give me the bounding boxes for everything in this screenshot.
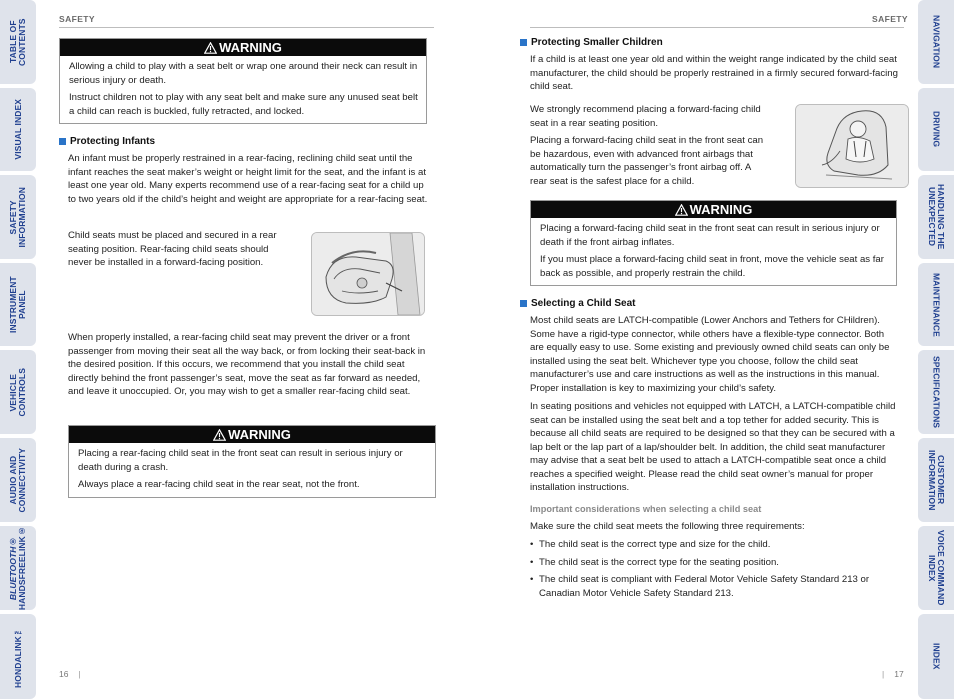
smaller-paragraph-2: We strongly recommend placing a forward-facing child seat in a rear seating position. — [530, 104, 761, 129]
tab-label: INDEX — [931, 643, 942, 670]
warning-triangle-icon — [213, 429, 226, 441]
tab-customer-information[interactable] — [918, 438, 954, 522]
rear-facing-seat-icon — [312, 233, 424, 315]
left-section-tabs — [0, 0, 36, 699]
section-square-icon — [520, 300, 527, 307]
tab-index[interactable] — [918, 614, 954, 699]
tab-label: AUDIO AND CONNECTIVITY — [8, 447, 27, 513]
tab-bluetooth-handsfreelink[interactable] — [0, 526, 36, 610]
warning-bar — [60, 39, 426, 56]
tab-instrument-panel[interactable] — [0, 263, 36, 346]
tab-label: HANDLING THE UNEXPECTED — [927, 184, 946, 250]
tab-label: INSTRUMENT PANEL — [8, 276, 27, 333]
warning-triangle-icon — [204, 42, 217, 54]
warning-bar — [531, 201, 896, 218]
warning-text: Allowing a child to play with a seat belt or wrap one around their neck can result in serious injury or death. — [69, 61, 418, 86]
tab-label-rest: HANDSFREELINK® — [17, 525, 27, 611]
infants-paragraph-1: An infant must be properly restrained in a rear-facing, reclining child seat until the infant reaches the seat maker’s weight or height limit for the seat, and the infant is at least one year old. Many experts recommend use of a rear-facing seat for a child up to two years old if the child’s height and weight are appropriate for a rear-facing seat. — [68, 153, 428, 205]
important-considerations-subheading: Important considerations when selecting a child seat — [530, 504, 762, 514]
list-item: • The child seat is compliant with Federal Motor Vehicle Safety Standard 213 or Canadian Motor Vehicle Safety Standard 213. — [530, 573, 892, 600]
smaller-paragraph-1: If a child is at least one year old and within the weight range indicated by the child seat manufacturer, the child should be properly restrained in a firmly secured forward-facing child seat. — [530, 54, 898, 92]
tab-label: DRIVING — [931, 111, 942, 148]
requirements-list — [530, 538, 892, 604]
tab-vehicle-controls[interactable] — [0, 350, 36, 434]
page-number-divider: | — [78, 669, 81, 679]
right-page-number — [882, 669, 904, 679]
tab-label: VISUAL INDEX — [12, 99, 23, 160]
tab-visual-index[interactable] — [0, 88, 36, 171]
tab-voice-command-index[interactable] — [918, 526, 954, 610]
tab-label: TABLE OF CONTENTS — [8, 18, 27, 66]
tab-label-italic: BLUETOOTH® — [8, 536, 19, 600]
forward-facing-child-seat-illustration — [795, 104, 909, 188]
smaller-paragraph-3: Placing a forward-facing child seat in the front seat can be hazardous, even with advanced front airbags that automatically turn the passenger’s front airbag off. A rear seat is the safest place for a child. — [530, 135, 764, 187]
tab-label: SAFETY INFORMATION — [8, 186, 27, 248]
tab-label: VEHICLE CONTROLS — [8, 367, 27, 417]
section-heading-text: Selecting a Child Seat — [531, 298, 636, 309]
tab-safety-information[interactable] — [0, 175, 36, 259]
warning-box-forward-facing-front-seat — [530, 200, 897, 286]
tab-label — [9, 526, 27, 610]
rear-facing-child-seat-illustration — [311, 232, 425, 316]
warning-text: Placing a forward-facing child seat in the front seat can result in serious injury or death if the front airbag inflates. — [540, 223, 880, 248]
warning-bar — [69, 426, 435, 443]
warning-text: Instruct children not to play with any seat belt and make sure any unused seat belt a child can reach is buckled, fully retracted, and locked. — [69, 92, 418, 117]
tab-label: HONDALINK™ — [12, 625, 23, 688]
tab-driving[interactable] — [918, 88, 954, 171]
left-page-header: SAFETY — [59, 14, 95, 24]
tab-label: MAINTENANCE — [931, 272, 942, 337]
page-number-divider: | — [882, 669, 885, 679]
warning-title: WARNING — [689, 202, 753, 217]
list-item: • The child seat is the correct type and size for the child. — [530, 538, 892, 552]
tab-audio-and-connectivity[interactable] — [0, 438, 36, 522]
page-number-text: 17 — [894, 669, 904, 679]
right-section-tabs — [918, 0, 954, 699]
section-square-icon — [59, 138, 66, 145]
tab-specifications[interactable] — [918, 350, 954, 434]
tab-label: NAVIGATION — [931, 15, 942, 69]
forward-facing-seat-icon — [796, 105, 908, 187]
warning-triangle-icon — [675, 204, 688, 216]
list-item: • The child seat is the correct type for the seating position. — [530, 556, 892, 570]
section-heading-text: Protecting Smaller Children — [531, 37, 663, 48]
tab-label: VOICE COMMAND INDEX — [927, 530, 946, 606]
warning-text: If you must place a forward-facing child seat in front, move the vehicle seat as far back as possible, and properly restrain the child. — [540, 254, 884, 279]
section-heading-protecting-smaller-children — [520, 37, 663, 48]
left-page-number — [59, 669, 81, 679]
tab-label: SPECIFICATIONS — [931, 355, 942, 429]
warning-box-seat-belt — [59, 38, 427, 124]
warning-title: WARNING — [219, 40, 282, 55]
warning-text: Placing a rear-facing child seat in the front seat can result in serious injury or death during a crash. — [78, 448, 403, 473]
warning-text: Always place a rear-facing child seat in the rear seat, not the front. — [78, 479, 360, 490]
page-number-text: 16 — [59, 669, 69, 679]
section-square-icon — [520, 39, 527, 46]
tab-maintenance[interactable] — [918, 263, 954, 346]
left-header-rule — [59, 27, 434, 28]
section-heading-selecting-child-seat — [520, 298, 635, 309]
infants-paragraph-3: When properly installed, a rear-facing child seat may prevent the driver or a front passenger from moving their seat all the way back, or from locking their seat-back in the desired position. If this occurs, we recommend that you install the child seat directly behind the front passenger’s seat, move the seat as far forward as needed, and leave it unoccupied. Or, you may wish to get a smaller rear-facing child seat. — [68, 332, 426, 397]
tab-navigation[interactable] — [918, 0, 954, 84]
selecting-paragraph-3: Make sure the child seat meets the following three requirements: — [530, 521, 805, 532]
section-heading-text: Protecting Infants — [70, 136, 156, 147]
warning-title: WARNING — [228, 427, 291, 442]
tab-label: CUSTOMER INFORMATION — [927, 449, 946, 511]
section-heading-protecting-infants — [59, 136, 155, 147]
infants-paragraph-2: Child seats must be placed and secured in a rear seating position. Rear-facing child seats should never be installed in a forward-facing position. — [68, 230, 277, 268]
warning-box-rear-facing-front-seat — [68, 425, 436, 498]
right-page-header: SAFETY — [872, 14, 908, 24]
selecting-paragraph-1: Most child seats are LATCH-compatible (Lower Anchors and Tethers for CHildren). Some have a rigid-type connector, while others have a flexible-type connector. Both are equally easy to use. Some existing and previously owned child seats can only be installed using the seat belt. Whichever type you choose, follow the child seat manufacturer’s use and care instructions as well as the instructions in this manual. Proper installation is key to maximizing your child’s safety. — [530, 315, 890, 394]
tab-hondalink[interactable] — [0, 614, 36, 699]
tab-table-of-contents[interactable] — [0, 0, 36, 84]
right-header-rule — [530, 27, 904, 28]
selecting-paragraph-2: In seating positions and vehicles not equipped with LATCH, a LATCH-compatible child seat can be installed using the seat belt and a top tether for added security. This is because all child seats are required to be designed so that they can be secured with a lap belt or the lap part of a lap/shoulder belt. In addition, the child seat manufacturer may advise that a seat belt be used to attach a LATCH-compatible seat once a child reaches a specified weight. Please read the child seat owner’s manual for proper installation instructions. — [530, 401, 896, 493]
tab-handling-the-unexpected[interactable] — [918, 175, 954, 259]
